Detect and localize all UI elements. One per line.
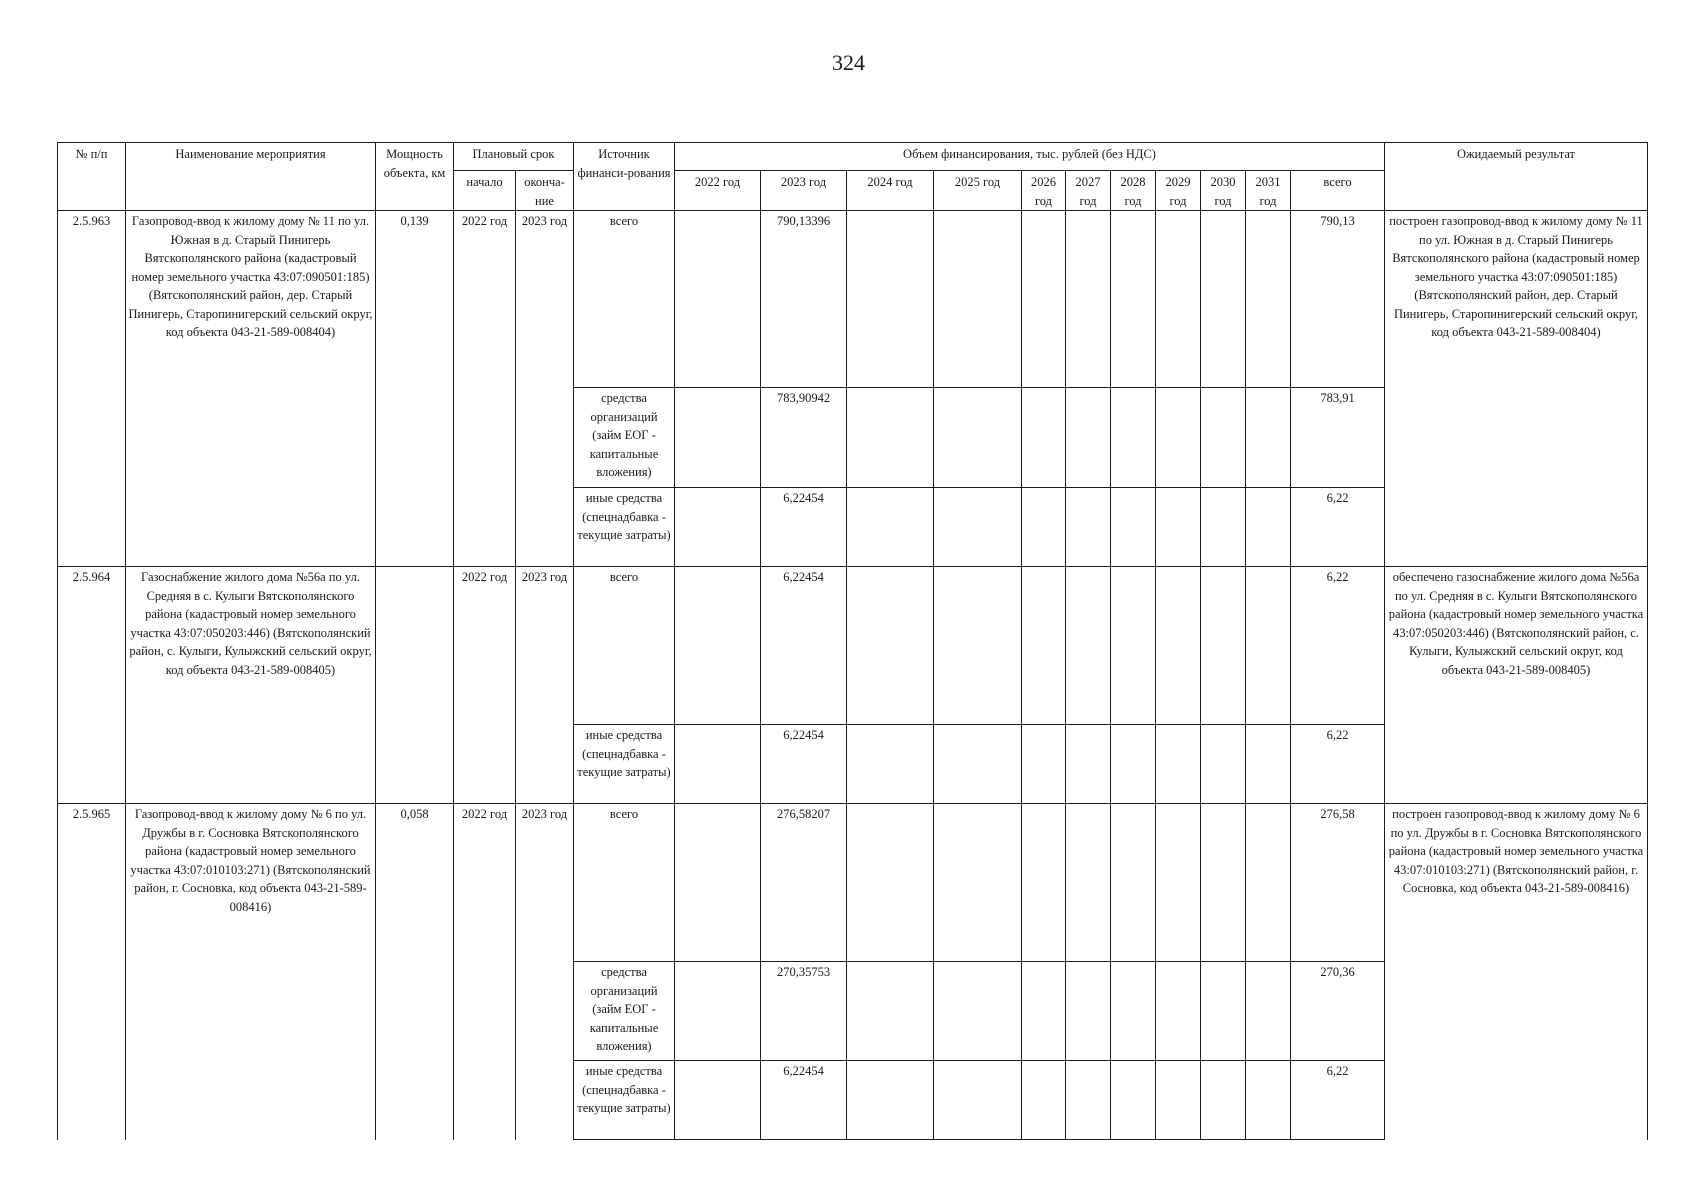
value-cell bbox=[1156, 804, 1201, 962]
value-cell: 270,35753 bbox=[761, 962, 847, 1061]
value-cell bbox=[1022, 804, 1066, 962]
total-cell: 783,91 bbox=[1291, 388, 1385, 488]
project-result: обеспечено газоснабжение жилого дома №56а по ул. Средняя в с. Кулыги Вятскополянского района (кадастровый номер земельного участка 43:07:050203:446) (Вятскополянский район, с. Кулыги, Кулыжский сельский округ, код объекта 043-21-589-008405) bbox=[1385, 567, 1648, 804]
project-end: 2023 год bbox=[516, 211, 574, 567]
value-cell bbox=[934, 962, 1022, 1061]
page-number: 324 bbox=[832, 50, 865, 75]
value-cell bbox=[1246, 488, 1291, 567]
source-cell: иные средства (спецнадбавка - текущие затраты) bbox=[574, 1061, 675, 1140]
table-row bbox=[58, 567, 1648, 725]
value-cell bbox=[847, 1061, 934, 1140]
value-cell bbox=[1022, 567, 1066, 725]
value-cell bbox=[1066, 1061, 1111, 1140]
value-cell bbox=[1022, 962, 1066, 1061]
header-year: 2024 год bbox=[847, 171, 934, 211]
value-cell: 6,22454 bbox=[761, 725, 847, 804]
value-cell bbox=[1246, 804, 1291, 962]
source-cell: средства организаций (займ ЕОГ - капитальные вложения) bbox=[574, 962, 675, 1061]
value-cell: 783,90942 bbox=[761, 388, 847, 488]
header-result: Ожидаемый результат bbox=[1385, 143, 1648, 211]
value-cell bbox=[1022, 488, 1066, 567]
value-cell bbox=[1246, 725, 1291, 804]
value-cell bbox=[934, 804, 1022, 962]
total-cell: 276,58 bbox=[1291, 804, 1385, 962]
project-name: Газопровод-ввод к жилому дому № 11 по ул. Южная в д. Старый Пинигерь Вятскополянского района (кадастровый номер земельного участка 43:07:090501:185) (Вятскополянский район, дер. Старый Пинигерь, Старопинигерский сельский округ, код объекта 043-21-589-008404) bbox=[126, 211, 376, 567]
source-cell: всего bbox=[574, 804, 675, 962]
value-cell bbox=[1066, 567, 1111, 725]
value-cell bbox=[934, 567, 1022, 725]
value-cell bbox=[1156, 388, 1201, 488]
table-row bbox=[58, 804, 1648, 962]
header-total: всего bbox=[1291, 171, 1385, 211]
value-cell bbox=[1201, 1061, 1246, 1140]
value-cell: 276,58207 bbox=[761, 804, 847, 962]
value-cell bbox=[1111, 388, 1156, 488]
header-capacity: Мощность объекта, км bbox=[376, 143, 454, 211]
value-cell bbox=[847, 388, 934, 488]
header-source: Источник финанси-рования bbox=[574, 143, 675, 211]
value-cell bbox=[675, 962, 761, 1061]
value-cell bbox=[1022, 388, 1066, 488]
value-cell: 790,13396 bbox=[761, 211, 847, 388]
value-cell bbox=[1111, 725, 1156, 804]
value-cell bbox=[934, 388, 1022, 488]
value-cell bbox=[934, 725, 1022, 804]
header-year: 2023 год bbox=[761, 171, 847, 211]
value-cell bbox=[1111, 488, 1156, 567]
source-cell: иные средства (спецнадбавка - текущие затраты) bbox=[574, 725, 675, 804]
value-cell bbox=[1022, 1061, 1066, 1140]
value-cell bbox=[1111, 211, 1156, 388]
value-cell bbox=[1022, 211, 1066, 388]
value-cell: 6,22454 bbox=[761, 488, 847, 567]
value-cell bbox=[1066, 725, 1111, 804]
project-end: 2023 год bbox=[516, 567, 574, 804]
project-id: 2.5.964 bbox=[58, 567, 126, 804]
header-year: 2025 год bbox=[934, 171, 1022, 211]
total-cell: 270,36 bbox=[1291, 962, 1385, 1061]
value-cell bbox=[1246, 567, 1291, 725]
header-year: 2028 год bbox=[1111, 171, 1156, 211]
value-cell bbox=[675, 725, 761, 804]
value-cell bbox=[1156, 488, 1201, 567]
value-cell bbox=[1246, 962, 1291, 1061]
total-cell: 6,22 bbox=[1291, 488, 1385, 567]
value-cell: 6,22454 bbox=[761, 567, 847, 725]
source-cell: иные средства (спецнадбавка - текущие затраты) bbox=[574, 488, 675, 567]
value-cell bbox=[1156, 567, 1201, 725]
project-id: 2.5.965 bbox=[58, 804, 126, 1140]
header-year: 2031 год bbox=[1246, 171, 1291, 211]
source-cell: всего bbox=[574, 211, 675, 388]
value-cell bbox=[675, 211, 761, 388]
value-cell bbox=[1022, 725, 1066, 804]
value-cell bbox=[1066, 488, 1111, 567]
source-cell: средства организаций (займ ЕОГ - капитальные вложения) bbox=[574, 388, 675, 488]
header-year: 2027 год bbox=[1066, 171, 1111, 211]
value-cell bbox=[675, 1061, 761, 1140]
value-cell bbox=[1111, 962, 1156, 1061]
value-cell bbox=[847, 567, 934, 725]
value-cell bbox=[1201, 804, 1246, 962]
project-capacity: 0,058 bbox=[376, 804, 454, 1140]
value-cell bbox=[934, 1061, 1022, 1140]
table-row bbox=[58, 211, 1648, 388]
project-capacity bbox=[376, 567, 454, 804]
project-start: 2022 год bbox=[454, 211, 516, 567]
value-cell bbox=[675, 388, 761, 488]
value-cell bbox=[1111, 567, 1156, 725]
header-year: 2022 год bbox=[675, 171, 761, 211]
header-period-end: оконча-ние bbox=[516, 171, 574, 211]
value-cell: 6,22454 bbox=[761, 1061, 847, 1140]
header-volume: Объем финансирования, тыс. рублей (без НДС) bbox=[675, 143, 1385, 171]
value-cell bbox=[1201, 211, 1246, 388]
value-cell bbox=[1201, 962, 1246, 1061]
value-cell bbox=[847, 804, 934, 962]
value-cell bbox=[1201, 567, 1246, 725]
project-result: построен газопровод-ввод к жилому дому № 11 по ул. Южная в д. Старый Пинигерь Вятскополянского района (кадастровый номер земельного участка 43:07:090501:185) (Вятскополянский район, дер. Старый Пинигерь, Старопинигерский сельский округ, код объекта 043-21-589-008404) bbox=[1385, 211, 1648, 567]
project-id: 2.5.963 bbox=[58, 211, 126, 567]
header-period: Плановый срок bbox=[454, 143, 574, 171]
value-cell bbox=[1156, 962, 1201, 1061]
project-name: Газопровод-ввод к жилому дому № 6 по ул. Дружбы в г. Сосновка Вятскополянского района (кадастровый номер земельного участка 43:07:010103:271) (Вятскополянский район, г. Сосновка, код объекта 043-21-589-008416) bbox=[126, 804, 376, 1140]
value-cell bbox=[1066, 962, 1111, 1061]
value-cell bbox=[1066, 388, 1111, 488]
value-cell bbox=[1156, 725, 1201, 804]
value-cell bbox=[1066, 211, 1111, 388]
total-cell: 790,13 bbox=[1291, 211, 1385, 388]
value-cell bbox=[1246, 388, 1291, 488]
value-cell bbox=[847, 725, 934, 804]
project-end: 2023 год bbox=[516, 804, 574, 1140]
value-cell bbox=[847, 211, 934, 388]
value-cell bbox=[847, 488, 934, 567]
value-cell bbox=[1201, 725, 1246, 804]
value-cell bbox=[934, 211, 1022, 388]
value-cell bbox=[1111, 804, 1156, 962]
financing-table bbox=[57, 142, 1648, 1140]
header-num: № п/п bbox=[58, 143, 126, 211]
value-cell bbox=[1201, 388, 1246, 488]
value-cell bbox=[847, 962, 934, 1061]
header-year: 2026 год bbox=[1022, 171, 1066, 211]
value-cell bbox=[1246, 211, 1291, 388]
header-period-start: начало bbox=[454, 171, 516, 211]
value-cell bbox=[1156, 1061, 1201, 1140]
project-name: Газоснабжение жилого дома №56а по ул. Средняя в с. Кулыги Вятскополянского района (кадастровый номер земельного участка 43:07:050203:446) (Вятскополянский район, с. Кулыги, Кулыжский сельский округ, код объекта 043-21-589-008405) bbox=[126, 567, 376, 804]
value-cell bbox=[1066, 804, 1111, 962]
value-cell bbox=[675, 804, 761, 962]
project-capacity: 0,139 bbox=[376, 211, 454, 567]
project-result: построен газопровод-ввод к жилому дому № 6 по ул. Дружбы в г. Сосновка Вятскополянского района (кадастровый номер земельного участка 43:07:010103:271) (Вятскополянский район, г. Сосновка, код объекта 043-21-589-008416) bbox=[1385, 804, 1648, 1140]
project-start: 2022 год bbox=[454, 567, 516, 804]
header-name: Наименование мероприятия bbox=[126, 143, 376, 211]
value-cell bbox=[1201, 488, 1246, 567]
project-start: 2022 год bbox=[454, 804, 516, 1140]
total-cell: 6,22 bbox=[1291, 1061, 1385, 1140]
value-cell bbox=[675, 488, 761, 567]
value-cell bbox=[1111, 1061, 1156, 1140]
value-cell bbox=[1156, 211, 1201, 388]
total-cell: 6,22 bbox=[1291, 567, 1385, 725]
total-cell: 6,22 bbox=[1291, 725, 1385, 804]
value-cell bbox=[675, 567, 761, 725]
header-year: 2029 год bbox=[1156, 171, 1201, 211]
source-cell: всего bbox=[574, 567, 675, 725]
header-year: 2030 год bbox=[1201, 171, 1246, 211]
value-cell bbox=[934, 488, 1022, 567]
value-cell bbox=[1246, 1061, 1291, 1140]
